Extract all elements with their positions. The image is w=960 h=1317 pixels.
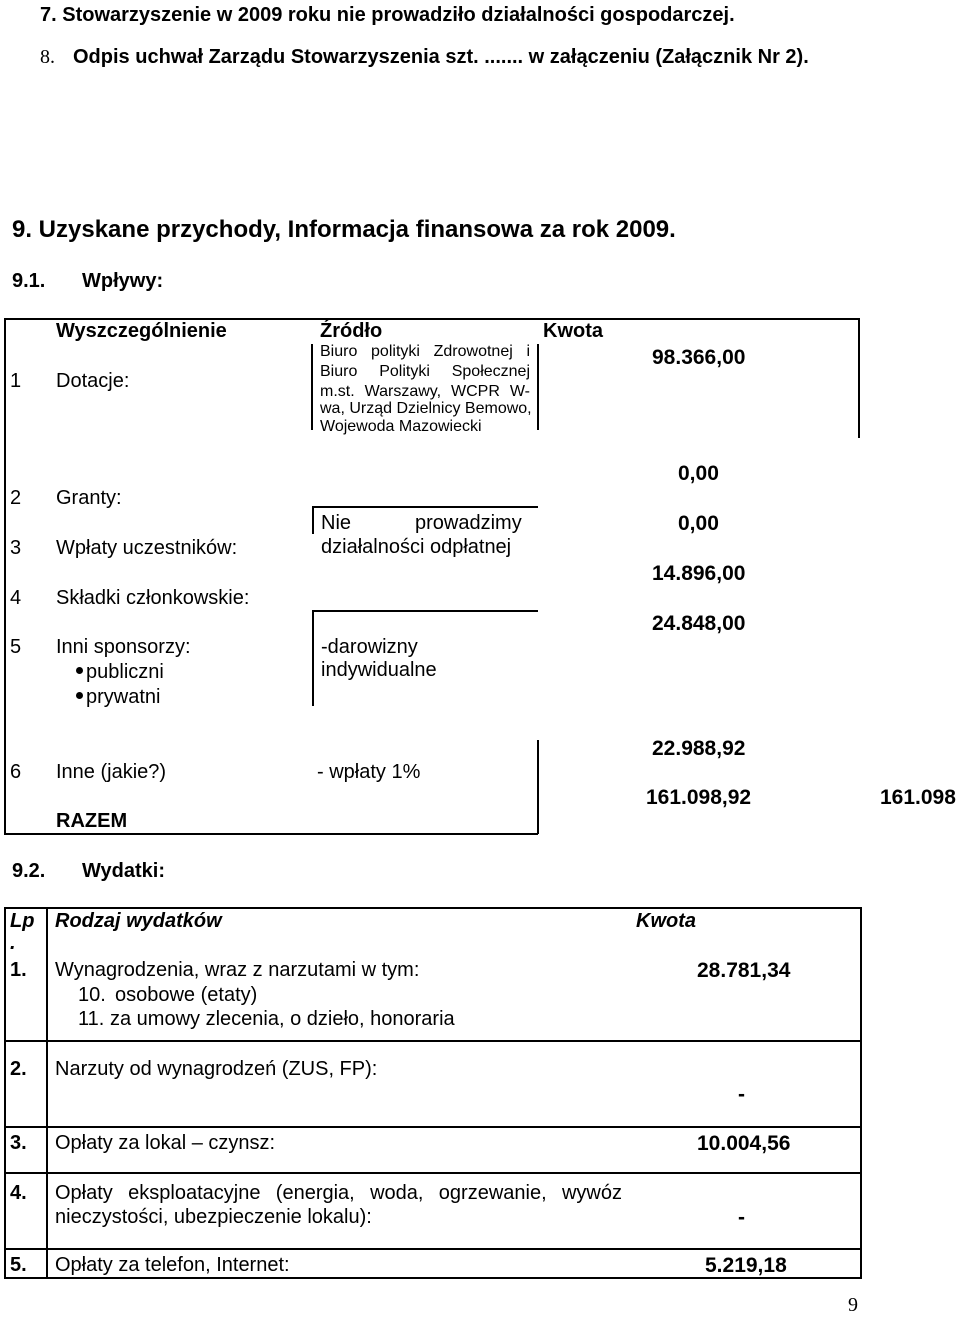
expenses-row-4-amount: -	[738, 1206, 745, 1229]
income-row-5-label: Inni sponsorzy:	[56, 636, 191, 658]
item-8-text: Odpis uchwał Zarządu Stowarzyszenia szt. ....... w załączeniu (Załącznik Nr 2).	[73, 46, 809, 68]
expenses-row-3-amount: 10.004,56	[697, 1132, 791, 1155]
income-total-amount: 161.098,92	[646, 786, 752, 809]
income-row-1-num: 1	[10, 370, 22, 392]
income-row-1-source-line-5: Wojewoda Mazowiecki	[320, 418, 482, 435]
income-row-6-num: 6	[10, 761, 22, 783]
income-total-label: RAZEM	[56, 810, 128, 832]
section-9-1-label: Wpływy:	[82, 270, 164, 292]
income-row-4-num: 4	[10, 587, 22, 609]
item-7: 7. Stowarzyszenie w 2009 roku nie prowadziło działalności gospodarczej.	[40, 4, 735, 26]
income-header-spec: Wyszczególnienie	[56, 320, 227, 342]
section-9-1-number: 9.1.	[12, 270, 46, 292]
expenses-row-1-amount: 28.781,34	[697, 959, 791, 982]
income-row-1-source-line-3: m.st. Warszawy, WCPR W-	[320, 383, 530, 400]
expenses-row-1-sub-1-num: 10.	[78, 984, 106, 1006]
bullet-icon	[76, 667, 83, 674]
income-row-4-amount: 14.896,00	[652, 562, 746, 585]
income-row-6-source: - wpłaty 1%	[317, 761, 421, 783]
expenses-row-1-label: Wynagrodzenia, wraz z narzutami w tym:	[55, 959, 420, 981]
income-row-4-label: Składki członkowskie:	[56, 587, 250, 609]
income-row-2-amount: 0,00	[678, 462, 719, 485]
income-row-2-num: 2	[10, 487, 22, 509]
income-row-1-source-line-4: wa, Urząd Dzielnicy Bemowo,	[320, 400, 532, 417]
expenses-row-1-sub-2-num: 11.	[78, 1008, 105, 1030]
expenses-row-1-num: 1.	[10, 959, 27, 981]
income-row-3-amount: 0,00	[678, 512, 719, 535]
expenses-row-5-num: 5.	[10, 1254, 27, 1276]
income-row-6-label: Inne (jakie?)	[56, 761, 167, 783]
income-source-donations-1: -darowizny	[321, 636, 418, 658]
expenses-header-amount: Kwota	[636, 910, 696, 932]
income-row-1-label: Dotacje:	[56, 370, 130, 392]
income-source-nonpaid-1b: prowadzimy	[415, 512, 522, 534]
section-9-2-number: 9.2.	[12, 860, 46, 882]
bullet-icon	[76, 692, 83, 699]
expenses-row-5-amount: 5.219,18	[705, 1254, 787, 1277]
income-header-amount: Kwota	[543, 320, 603, 342]
income-row-3-label: Wpłaty uczestników:	[56, 537, 238, 559]
income-row-2-label: Granty:	[56, 487, 122, 509]
income-row-5-bullet-2: prywatni	[76, 686, 160, 709]
item-8-number: 8.	[40, 46, 55, 68]
income-row-5-num: 5	[10, 636, 22, 658]
income-row-3-num: 3	[10, 537, 22, 559]
expenses-row-1-sub-1-text: osobowe (etaty)	[115, 984, 258, 1006]
section-9-title: 9. Uzyskane przychody, Informacja finansowa za rok 2009.	[12, 216, 676, 243]
expenses-row-3-label: Opłaty za lokal – czynsz:	[55, 1132, 276, 1154]
expenses-row-4-num: 4.	[10, 1182, 27, 1204]
income-total-amount-overflow: 161.098	[880, 786, 956, 809]
expenses-row-1-sub-2-text: za umowy zlecenia, o dzieło, honoraria	[110, 1008, 455, 1030]
income-header-source: Źródło	[320, 320, 383, 342]
income-row-5-bullet-1: publiczni	[76, 661, 164, 684]
income-row-6-amount: 22.988,92	[652, 737, 746, 760]
income-source-donations-2: indywidualne	[321, 659, 437, 681]
income-row-1-source-line-2: Biuro Polityki Społecznej	[320, 363, 530, 380]
page-number: 9	[848, 1294, 858, 1316]
expenses-row-2-amount: -	[738, 1083, 745, 1106]
income-row-1-amount: 98.366,00	[652, 346, 746, 369]
income-row-5-amount: 24.848,00	[652, 612, 746, 635]
expenses-row-4-label-2: nieczystości, ubezpieczenie lokalu):	[55, 1206, 372, 1228]
expenses-row-2-num: 2.	[10, 1058, 27, 1080]
income-source-nonpaid-1a: Nie	[321, 512, 352, 534]
expenses-row-3-num: 3.	[10, 1132, 27, 1154]
expenses-header-type: Rodzaj wydatków	[55, 910, 222, 932]
income-row-1-source-line-1: Biuro polityki Zdrowotnej i	[320, 343, 530, 360]
income-source-nonpaid-2: działalności odpłatnej	[321, 536, 512, 558]
section-9-2-label: Wydatki:	[82, 860, 165, 882]
expenses-header-lp: Lp	[10, 910, 35, 932]
expenses-row-2-label: Narzuty od wynagrodzeń (ZUS, FP):	[55, 1058, 378, 1080]
expenses-header-lp-dot: .	[10, 932, 16, 954]
expenses-row-5-label: Opłaty za telefon, Internet:	[55, 1254, 290, 1276]
expenses-row-4-label-1: Opłaty eksploatacyjne (energia, woda, ogrzewanie, wywóz	[55, 1182, 622, 1204]
